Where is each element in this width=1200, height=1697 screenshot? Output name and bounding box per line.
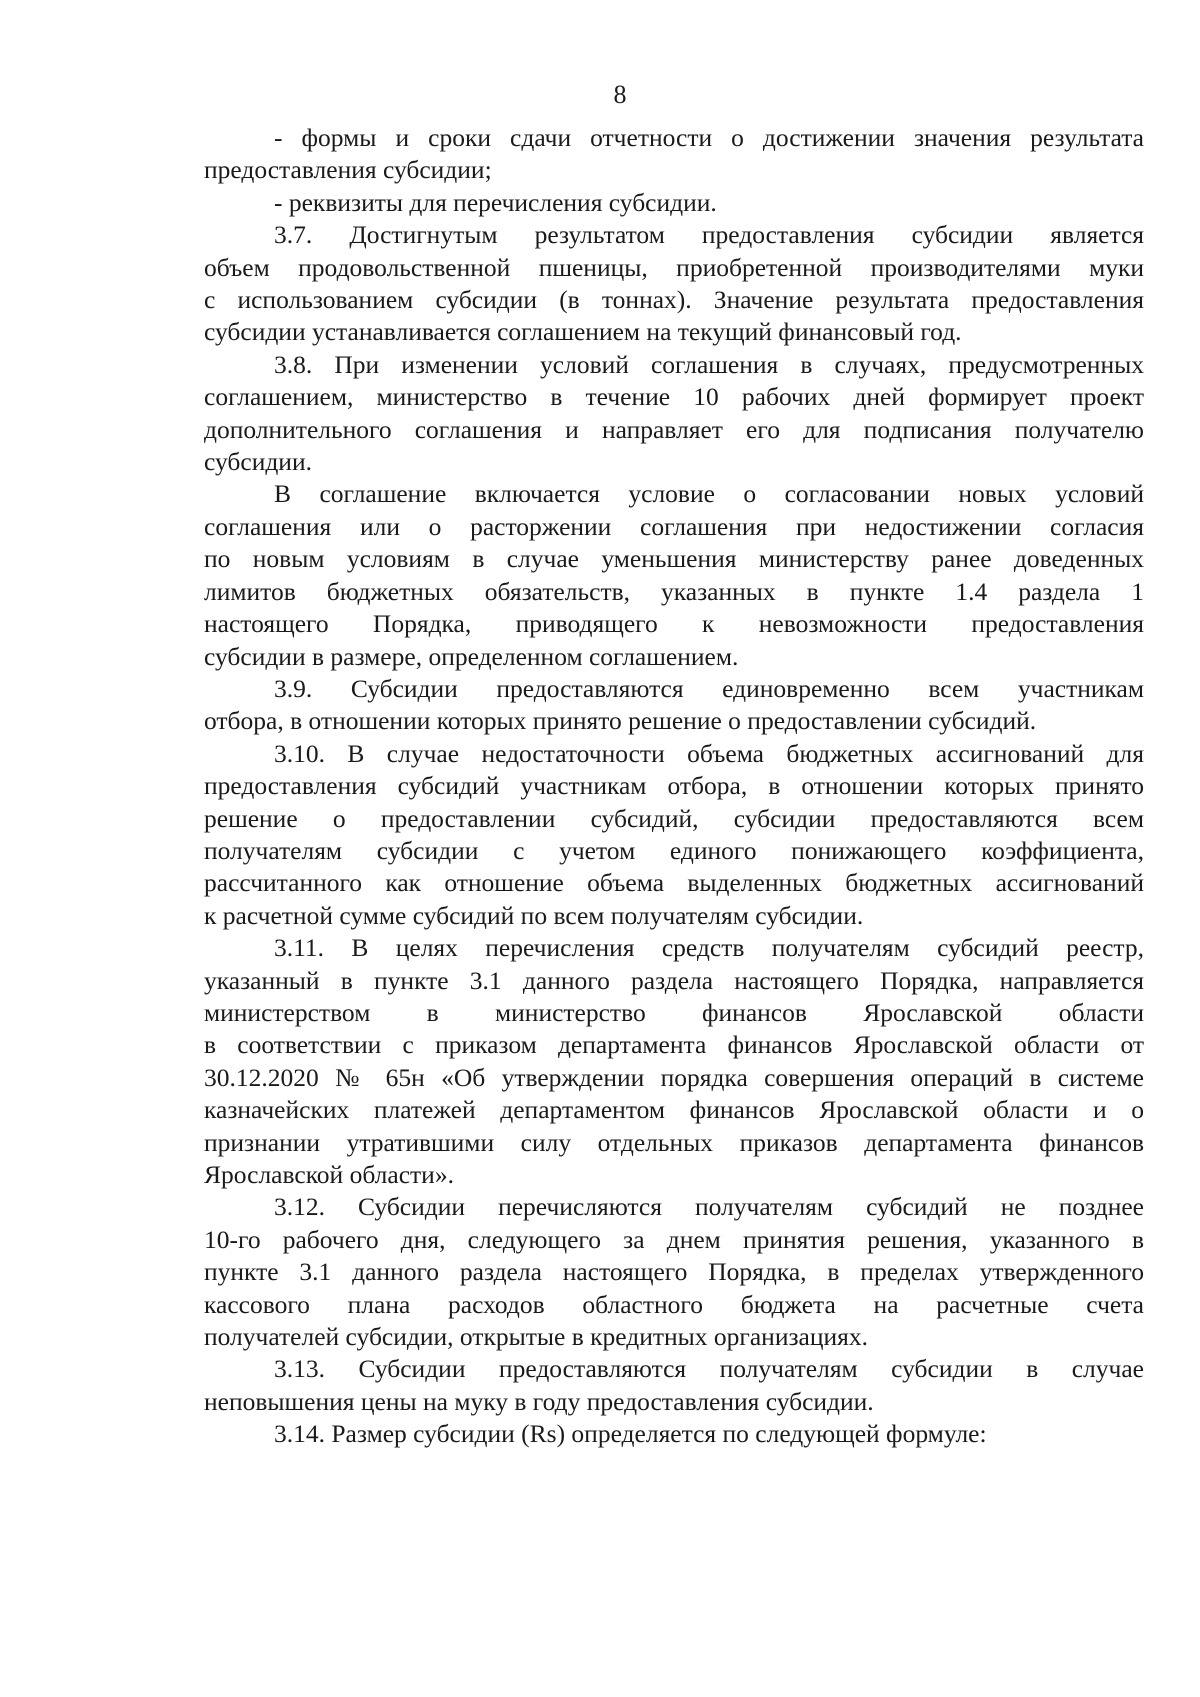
text-line: пункте 3.1 данного раздела настоящего Порядка, в пределах утвержденного (204, 1257, 1144, 1287)
page-number: 8 (613, 80, 627, 109)
text-line: неповышения цены на муку в году предоставления субсидии. (204, 1386, 874, 1416)
paragraph-p-3-8-b (204, 478, 1144, 672)
text-line: в соответствии с приказом департамента финансов Ярославской области от (204, 1030, 1144, 1060)
text-line: 3.10. В случае недостаточности объема бюджетных ассигнований для (274, 738, 1144, 768)
paragraph-p-3-10 (204, 738, 1144, 932)
text-line: получателям субсидии с учетом единого понижающего коэффициента, (204, 835, 1144, 865)
text-line: по новым условиям в случае уменьшения министерству ранее доведенных (204, 544, 1144, 574)
text-line: 3.9. Субсидии предоставляются единовременно всем участникам (274, 673, 1144, 703)
text-line: отбора, в отношении которых принято решение о предоставлении субсидий. (204, 706, 1037, 736)
text-line: предоставления субсидии; (204, 155, 492, 185)
text-line: 3.7. Достигнутым результатом предоставления субсидии является (274, 220, 1144, 250)
text-line: Ярославской области». (204, 1160, 454, 1189)
text-line: соглашения или о расторжении соглашения при недостижении согласия (204, 511, 1144, 541)
text-line: к расчетной сумме субсидий по всем получателям субсидии. (204, 900, 864, 930)
paragraph-p-requisites (204, 187, 1144, 219)
text-line: В соглашение включается условие о согласовании новых условий (274, 479, 1144, 509)
text-line: казначейских платежей департаментом финансов Ярославской области и о (204, 1095, 1144, 1125)
text-line: субсидии в размере, определенном соглашением. (204, 641, 739, 671)
text-line: дополнительного соглашения и направляет его для подписания получателю (204, 414, 1144, 444)
paragraph-p-3-7 (204, 219, 1144, 349)
text-line: 3.14. Размер субсидии (Rs) определяется по следующей формуле: (274, 1419, 987, 1449)
text-line: указанный в пункте 3.1 данного раздела настоящего Порядка, направляется (204, 965, 1144, 995)
text-line: 10-го рабочего дня, следующего за днем принятия решения, указанного в (204, 1224, 1144, 1254)
text-line: 3.12. Субсидии перечисляются получателям субсидий не позднее (274, 1192, 1144, 1222)
text-line: 3.13. Субсидии предоставляются получателям субсидии в случае (274, 1354, 1144, 1384)
paragraph-p-forms (204, 122, 1144, 187)
paragraph-p-3-13 (204, 1353, 1144, 1418)
text-line: объем продовольственной пшеницы, приобретенной производителями муки (204, 252, 1144, 282)
paragraph-p-3-12 (204, 1191, 1144, 1353)
text-line: 30.12.2020 № 65н «Об утверждении порядка совершения операций в системе (204, 1062, 1144, 1092)
text-line: субсидии устанавливается соглашением на текущий финансовый год. (204, 317, 962, 347)
text-line: получателей субсидии, открытые в кредитных организациях. (204, 1322, 869, 1352)
text-line: субсидии. (204, 447, 312, 477)
text-line: признании утратившими силу отдельных приказов департамента финансов (204, 1127, 1144, 1157)
text-line: лимитов бюджетных обязательств, указанных в пункте 1.4 раздела 1 (204, 576, 1144, 606)
text-line: министерством в министерство финансов Ярославской области (204, 997, 1144, 1027)
text-line: рассчитанного как отношение объема выделенных бюджетных ассигнований (204, 868, 1144, 898)
paragraph-p-3-9 (204, 673, 1144, 738)
text-line: - формы и сроки сдачи отчетности о достижении значения результата (274, 123, 1144, 152)
text-line: предоставления субсидий участникам отбора, в отношении которых принято (204, 771, 1144, 801)
paragraph-p-3-14 (204, 1418, 1144, 1450)
text-line: соглашением, министерство в течение 10 рабочих дней формирует проект (204, 382, 1144, 412)
text-line: настоящего Порядка, приводящего к невозможности предоставления (204, 609, 1144, 639)
text-line: с использованием субсидии (в тоннах). Значение результата предоставления (204, 285, 1144, 315)
text-line: 3.8. При изменении условий соглашения в случаях, предусмотренных (274, 349, 1144, 379)
text-line: 3.11. В целях перечисления средств получателям субсидий реестр, (274, 933, 1144, 963)
paragraph-p-3-8 (204, 349, 1144, 479)
document-body (204, 122, 1144, 1451)
paragraph-p-3-11 (204, 932, 1144, 1191)
text-line: - реквизиты для перечисления субсидии. (274, 187, 717, 217)
text-line: кассового плана расходов областного бюджета на расчетные счета (204, 1289, 1144, 1319)
text-line: решение о предоставлении субсидий, субсидии предоставляются всем (204, 803, 1144, 833)
